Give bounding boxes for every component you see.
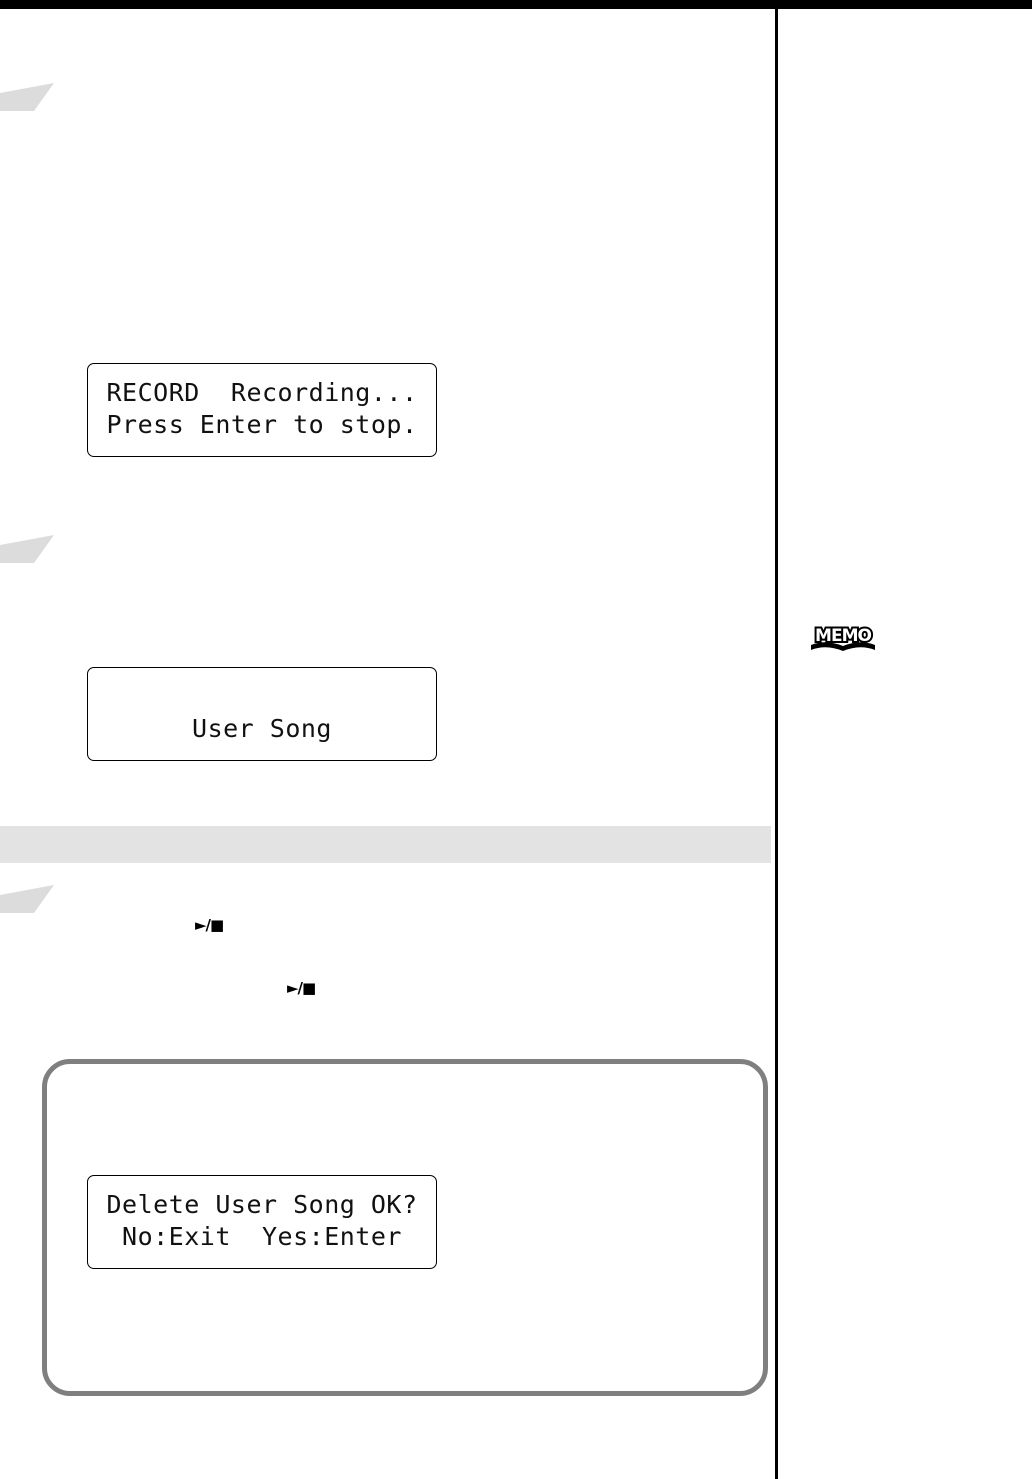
memo-icon [808, 619, 878, 657]
lcd-display-user-song [87, 667, 437, 761]
play-stop-icon: ►/■ [287, 979, 316, 997]
lcd-line-1: RECORD Recording... [106, 378, 418, 407]
step-marker-1 [0, 83, 54, 111]
lcd-line-2: Press Enter to stop. [106, 410, 418, 439]
lcd-line-2: No:Exit Yes:Enter [122, 1222, 402, 1251]
step-marker-3 [0, 885, 54, 913]
margin-divider [775, 0, 778, 1479]
lcd-display-delete-confirm [87, 1175, 437, 1269]
step-marker-2 [0, 535, 54, 563]
section-heading-band [0, 826, 771, 863]
play-stop-icon: ►/■ [195, 916, 224, 934]
top-rule [0, 0, 1032, 9]
memo-label: MEMO [815, 626, 871, 646]
lcd-line-1: Delete User Song OK? [106, 1190, 418, 1219]
lcd-display-recording [87, 363, 437, 457]
lcd-line-2: User Song [192, 714, 332, 743]
